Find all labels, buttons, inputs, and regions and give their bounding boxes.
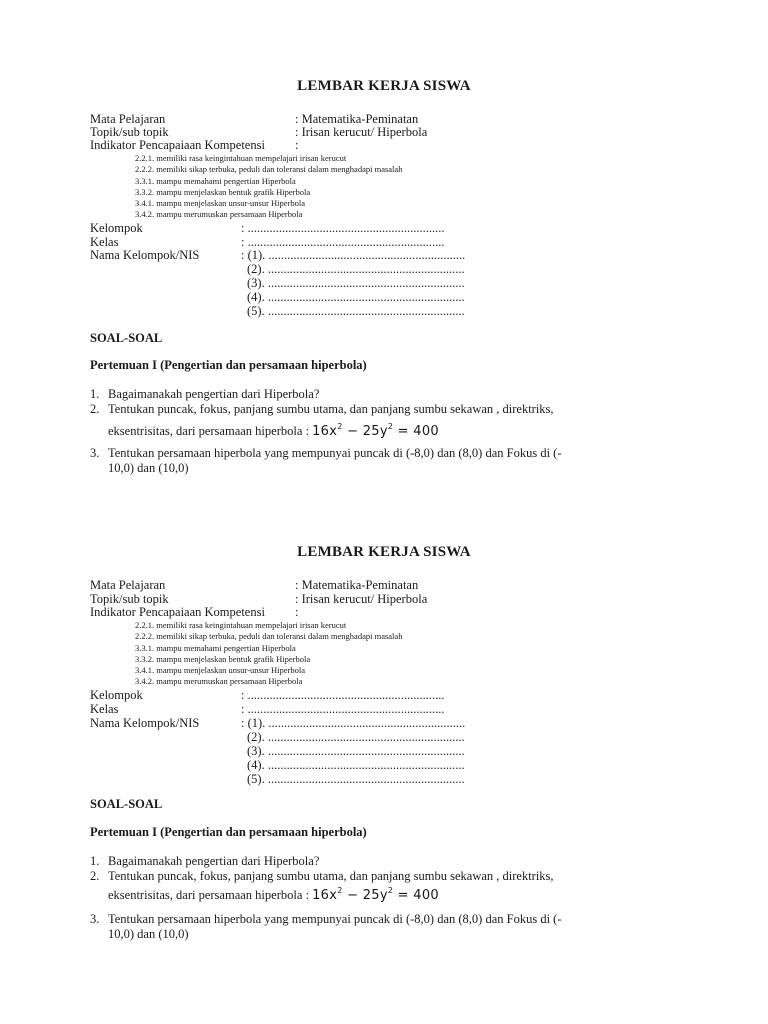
member-field-2: (2). ............................................................... (247, 730, 465, 744)
topik-value: : Irisan kerucut/ Hiperbola (295, 125, 428, 139)
mata-pelajaran-label: Mata Pelajaran (90, 112, 166, 126)
pertemuan-heading: Pertemuan I (Pengertian dan persamaan hiperbola) (90, 825, 367, 839)
indicator-item: 3.3.2. mampu menjelaskan bentuk grafik Hiperbola (135, 187, 311, 197)
kelas-label: Kelas (90, 702, 119, 716)
topik-label: Topik/sub topik (90, 125, 169, 139)
mata-pelajaran-value: : Matematika-Peminatan (295, 578, 419, 592)
member-field-3: (3). ............................................................... (247, 744, 465, 758)
question-number: 1. (90, 854, 100, 868)
indicator-item: 2.2.1. memiliki rasa keingintahuan mempelajari irisan kerucut (135, 153, 347, 163)
kelas-field: : ............................................................... (241, 235, 445, 249)
worksheet-2 (0, 466, 768, 941)
kelas-label: Kelas (90, 235, 119, 249)
worksheet-1 (0, 0, 768, 475)
topik-value: : Irisan kerucut/ Hiperbola (295, 592, 428, 606)
question-number: 3. (90, 446, 100, 460)
indicator-item: 2.2.2. memiliki sikap terbuka, peduli dan toleransi dalam menghadapi masalah (135, 164, 403, 174)
indicator-item: 3.3.1. mampu memahami pengertian Hiperbola (135, 176, 296, 186)
kelas-field: : ............................................................... (241, 702, 445, 716)
member-field-5: (5). ............................................................... (247, 304, 465, 318)
soal-heading: SOAL-SOAL (90, 797, 163, 811)
hyperbola-equation: $16x^2 - 25y^2 = 400$ (312, 886, 440, 903)
question-number: 3. (90, 912, 100, 926)
nama-kelompok-label: Nama Kelompok/NIS (90, 716, 200, 730)
indikator-label: Indikator Pencapaiaan Kompetensi (90, 138, 265, 152)
question-number: 1. (90, 387, 100, 401)
member-field-5: (5). ............................................................... (247, 772, 465, 786)
question-text: Bagaimanakah pengertian dari Hiperbola? (108, 387, 320, 401)
kelompok-field: : ............................................................... (241, 688, 445, 702)
question-text: Tentukan persamaan hiperbola yang mempunyai puncak di (-8,0) dan (8,0) dan Fokus di (- (108, 912, 562, 926)
indicator-item: 3.3.1. mampu memahami pengertian Hiperbola (135, 643, 296, 653)
worksheet-title: LEMBAR KERJA SISWA (297, 544, 471, 560)
member-field-3: (3). ............................................................... (247, 276, 465, 290)
member-field-4: (4). ............................................................... (247, 758, 465, 772)
question-text: Tentukan persamaan hiperbola yang mempunyai puncak di (-8,0) dan (8,0) dan Fokus di (- (108, 446, 562, 460)
question-number: 2. (90, 869, 100, 883)
kelompok-label: Kelompok (90, 221, 143, 235)
question-text: Bagaimanakah pengertian dari Hiperbola? (108, 854, 320, 868)
indicator-item: 3.4.2. mampu merumuskan persamaan Hiperbola (135, 676, 303, 686)
mata-pelajaran-value: : Matematika-Peminatan (295, 112, 419, 126)
question-text: eksentrisitas, dari persamaan hiperbola : (108, 888, 309, 902)
indikator-label: Indikator Pencapaiaan Kompetensi (90, 605, 265, 619)
indicator-item: 2.2.1. memiliki rasa keingintahuan mempelajari irisan kerucut (135, 620, 347, 630)
nama-kelompok-label: Nama Kelompok/NIS (90, 248, 200, 262)
question-text-continued: 10,0) dan (10,0) (108, 927, 189, 941)
member-field-4: (4). ............................................................... (247, 290, 465, 304)
question-text: Tentukan puncak, fokus, panjang sumbu utama, dan panjang sumbu sekawan , direktriks, (108, 869, 554, 883)
indicator-item: 3.3.2. mampu menjelaskan bentuk grafik Hiperbola (135, 654, 311, 664)
worksheet-title: LEMBAR KERJA SISWA (297, 78, 471, 94)
member-field-1: : (1). ............................................................... (241, 716, 466, 730)
indicator-item: 3.4.1. mampu menjelaskan unsur-unsur Hiperbola (135, 665, 306, 675)
question-text-continued (108, 886, 439, 903)
hyperbola-equation: $16x^2 - 25y^2 = 400$ (312, 422, 440, 439)
mata-pelajaran-label: Mata Pelajaran (90, 578, 166, 592)
question-text: eksentrisitas, dari persamaan hiperbola : (108, 424, 309, 438)
question-number: 2. (90, 402, 100, 416)
question-text: Tentukan puncak, fokus, panjang sumbu utama, dan panjang sumbu sekawan , direktriks, (108, 402, 554, 416)
soal-heading: SOAL-SOAL (90, 331, 163, 345)
kelompok-field: : ............................................................... (241, 221, 445, 235)
indikator-colon: : (295, 605, 299, 619)
topik-label: Topik/sub topik (90, 592, 169, 606)
indicator-item: 3.4.1. mampu menjelaskan unsur-unsur Hiperbola (135, 198, 306, 208)
question-text-continued (108, 422, 439, 439)
indicator-item: 3.4.2. mampu merumuskan persamaan Hiperbola (135, 209, 303, 219)
member-field-2: (2). ............................................................... (247, 262, 465, 276)
member-field-1: : (1). ............................................................... (241, 248, 466, 262)
question-text-continued: 10,0) dan (10,0) (108, 461, 189, 475)
indikator-colon: : (295, 138, 299, 152)
pertemuan-heading: Pertemuan I (Pengertian dan persamaan hiperbola) (90, 358, 367, 372)
kelompok-label: Kelompok (90, 688, 143, 702)
indicator-item: 2.2.2. memiliki sikap terbuka, peduli dan toleransi dalam menghadapi masalah (135, 631, 403, 641)
